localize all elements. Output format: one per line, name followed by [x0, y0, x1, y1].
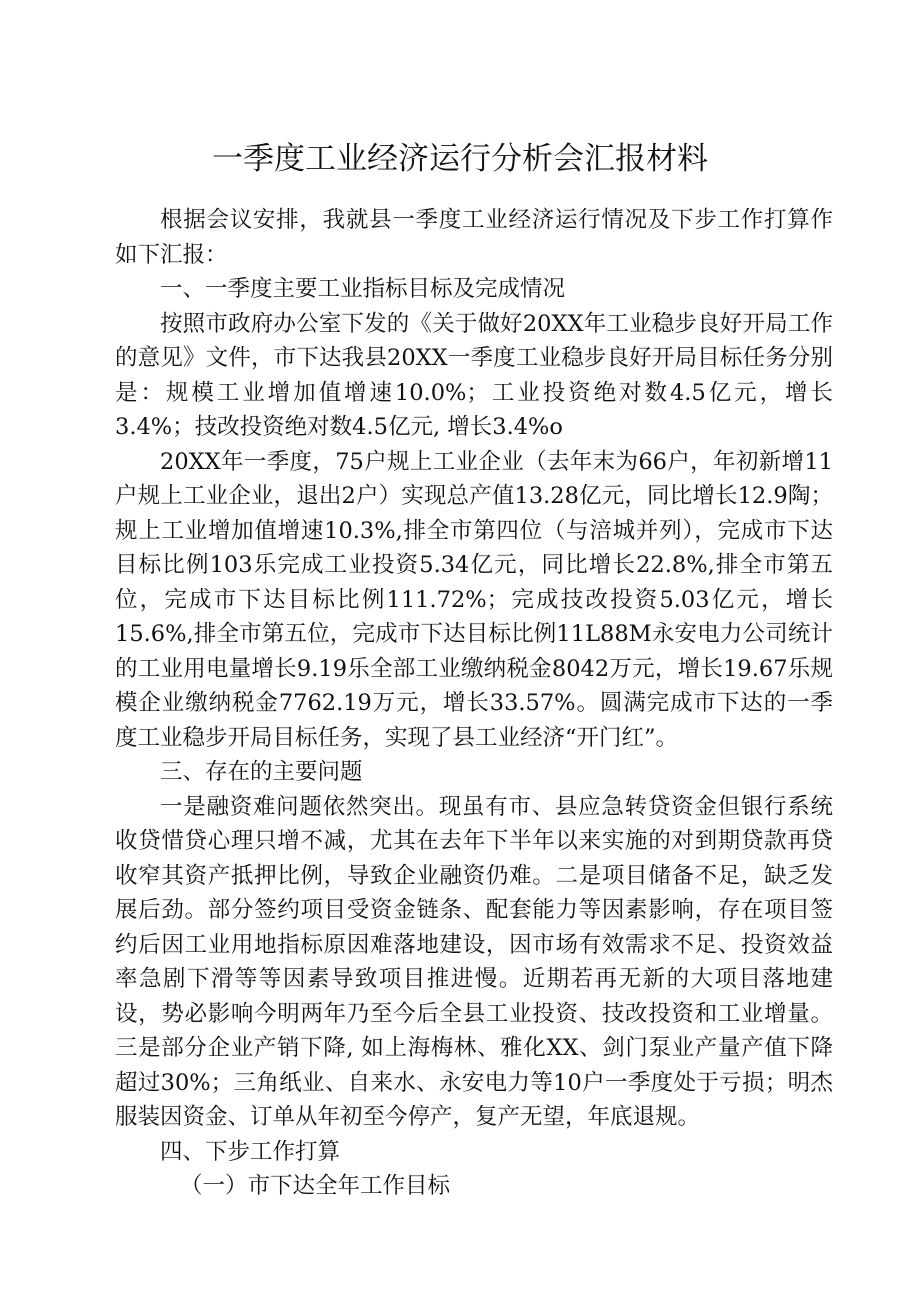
- document-title: 一季度工业经济运行分析会汇报材料: [212, 141, 708, 177]
- subsection-heading: （一）市下达全年工作目标: [180, 1173, 451, 1199]
- document-body: [115, 203, 833, 1204]
- section-heading-3: 三、存在的主要问题: [160, 759, 363, 785]
- section-heading-1: 一、一季度主要工业指标目标及完成情况: [160, 276, 566, 302]
- problems-paragraph: 一是融资难问题依然突出。现虽有市、县应急转贷资金但银行系统收贷惜贷心理只增不减，尤其在去年下半年以来实施的对到期贷款再贷收窄其资产抵押比例，导致企业融资仍难。二是项目储备不足，缺乏发展后劲。部分签约项目受资金链条、配套能力等因素影响，存在项目签约后因工业用地指标原因难落地建设，因市场有效需求不足、投资效益率急剧下滑等等因素导致项目推进慢。近期若再无新的大项目落地建设，势必影响今明两年乃至今后全县工业投资、技改投资和工业增量。三是部分企业产销下降, 如上海梅林、雅化XX、剑门泵业产量产值下降超过30%；三角纸业、自来水、永安电力等10户一季度处于亏损；明杰服装因资金、订单从年初至今停产，复产无望，年底退规。: [115, 793, 833, 1130]
- intro-paragraph: 根据会议安排，我就县一季度工业经济运行情况及下步工作打算作如下汇报：: [115, 207, 833, 268]
- results-paragraph: 20XX年一季度，75户规上工业企业（去年末为66户，年初新增11户规上工业企业，退出2户）实现总产值13.28亿元，同比增长12.9陶；规上工业增加值增速10.3%,排全市第四位（与涪城并列），完成市下达目标比例103乐完成工业投资5.34亿元，同比增长22.8%,排全市第五位，完成市下达目标比例111.72%；完成技改投资5.03亿元，增长15.6%,排全市第五位，完成市下达目标比例11L88M永安电力公司统计的工业用电量增长9.19乐全部工业缴纳税金8042万元，增长19.67乐规模企业缴纳税金7762.19万元，增长33.57%。圆满完成市下达的一季度工业稳步开局目标任务，实现了县工业经济“开门红”。: [115, 448, 833, 751]
- section-heading-4: 四、下步工作打算: [160, 1138, 341, 1165]
- targets-paragraph: 按照市政府办公室下发的《关于做好20XX年工业稳步良好开局工作的意见》文件，市下达我县20XX一季度工业稳步良好开局目标任务分别是：规模工业增加值增速10.0%；工业投资绝对数4.5亿元，增长3.4%；技改投资绝对数4.5亿元, 增长3.4%o: [115, 310, 833, 440]
